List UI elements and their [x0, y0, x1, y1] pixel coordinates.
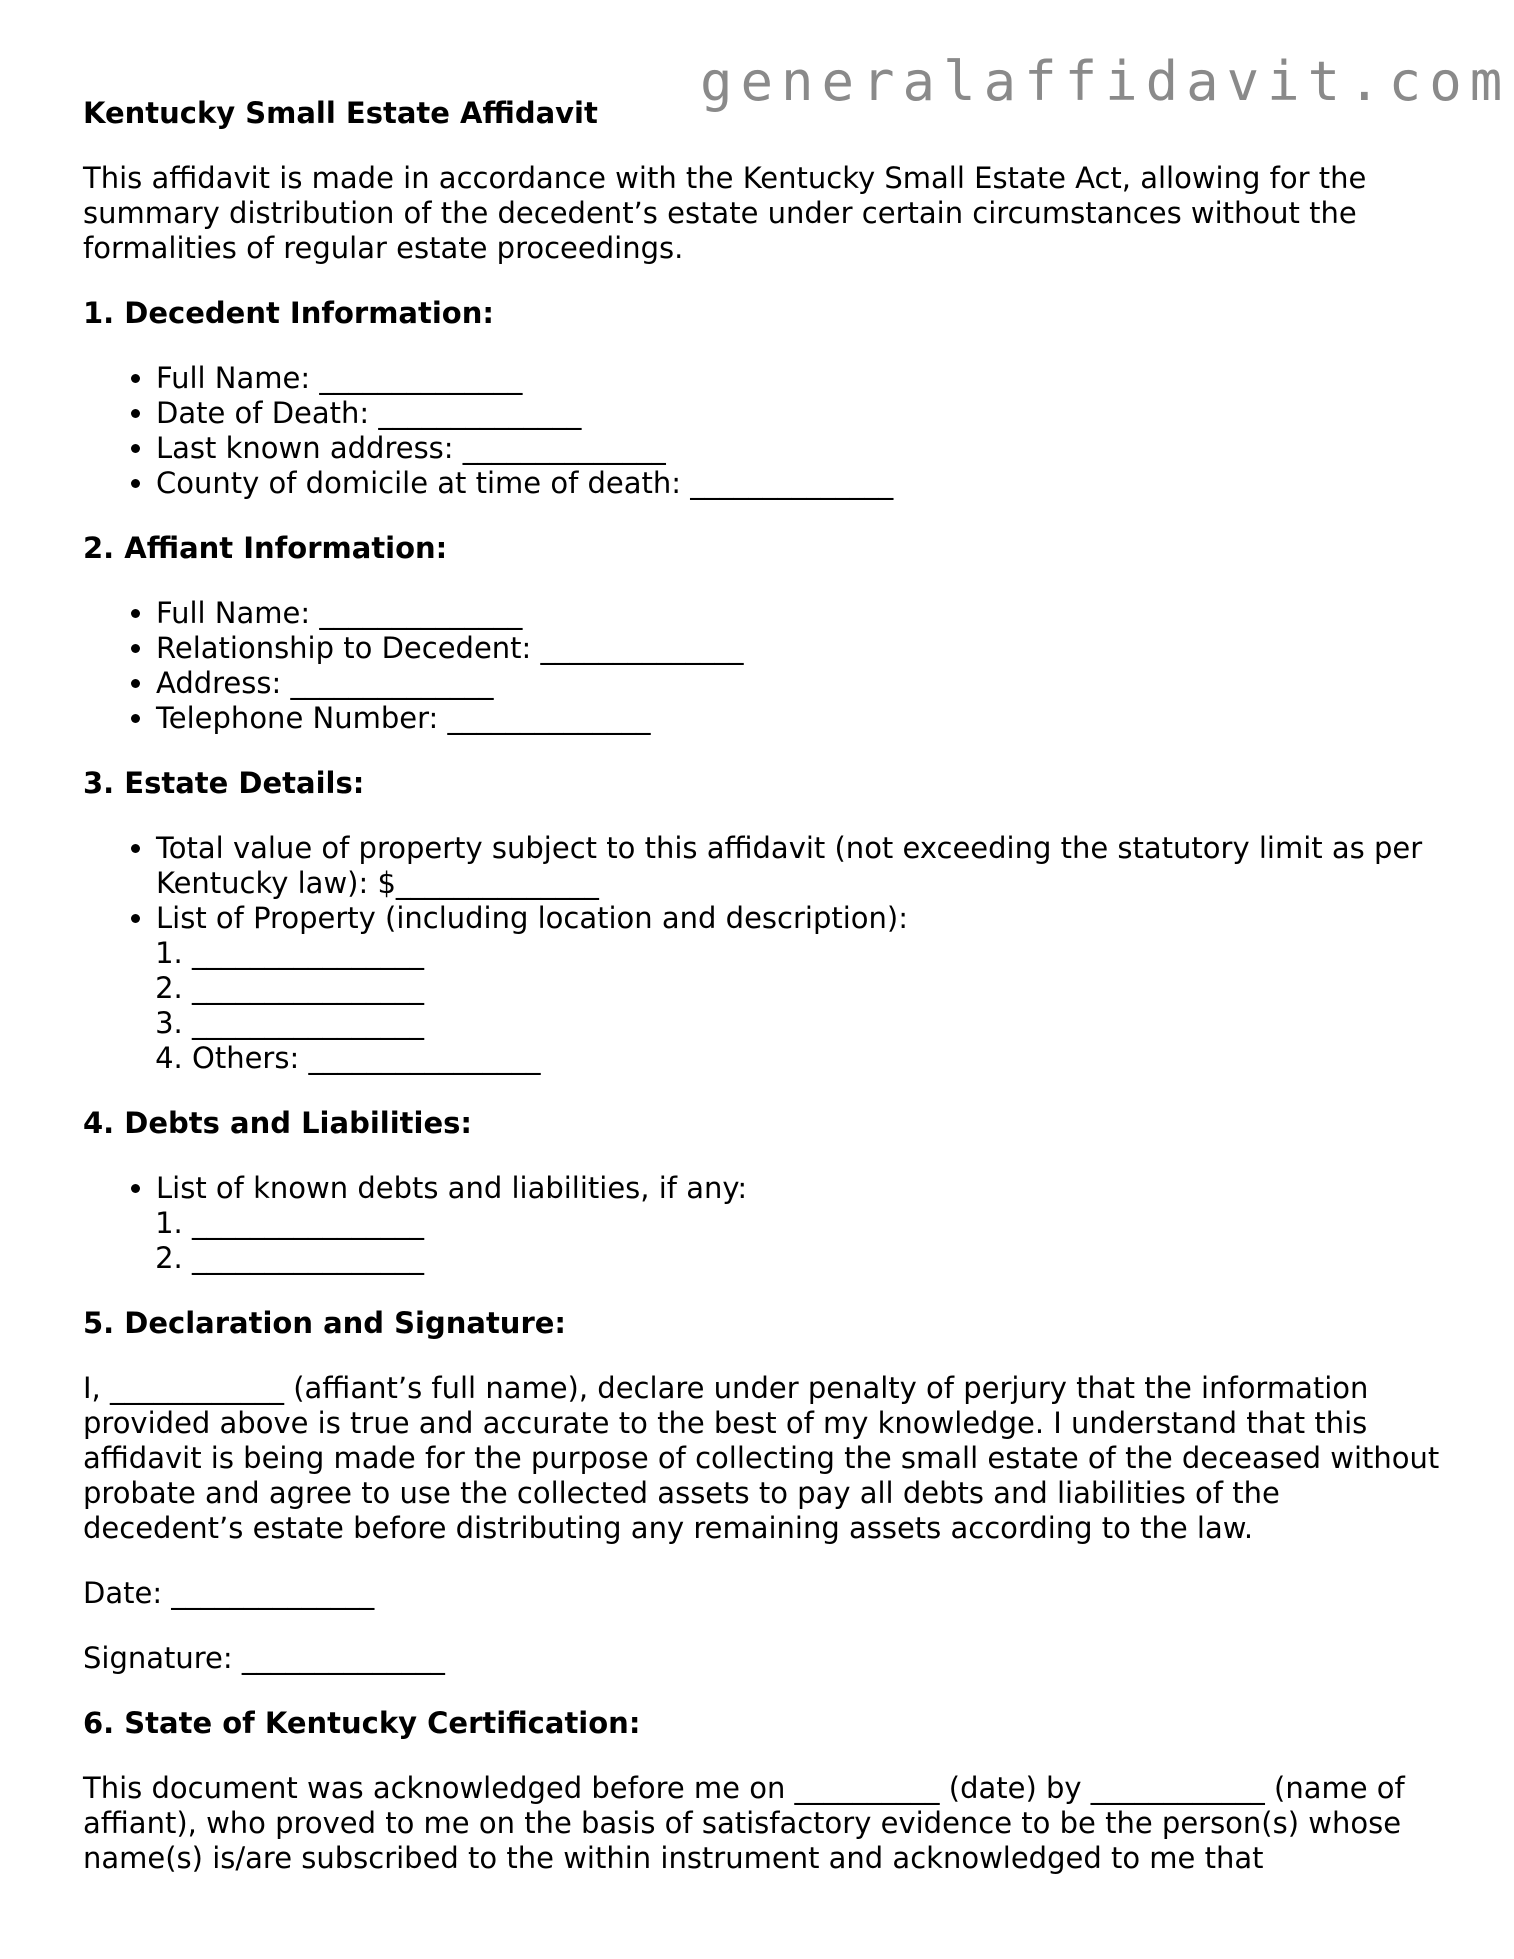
- property-item: 1. ________________: [192, 936, 1443, 971]
- decedent-date-of-death-field: • Date of Death: ______________: [156, 396, 1443, 431]
- document-title: Kentucky Small Estate Affidavit: [83, 96, 598, 130]
- signature-field: Signature: ______________: [83, 1641, 445, 1675]
- section-heading-certification: 6. State of Kentucky Certification:: [83, 1706, 641, 1740]
- estate-total-value-field: • Total value of property subject to this affidavit (not exceeding the statutory limit as per Kentucky law): $______________: [156, 831, 1443, 901]
- decedent-full-name-field: • Full Name: ______________: [156, 361, 1443, 396]
- debt-item: 2. ________________: [192, 1241, 1443, 1276]
- affiant-full-name-field: • Full Name: ______________: [156, 596, 1443, 631]
- affiant-info-list: [83, 596, 1443, 736]
- watermark: generalaffidavit.com: [700, 50, 1511, 113]
- property-item-others: 4. Others: ________________: [192, 1041, 1443, 1076]
- intro-paragraph: This affidavit is made in accordance with the Kentucky Small Estate Act, allowing for the summary distribution of the decedent’s estate under certain circumstances without the formalities of regular estate proceedings.: [83, 161, 1367, 265]
- declaration-paragraph: I, ____________ (affiant’s full name), declare under penalty of perjury that the information provided above is true and accurate to the best of my knowledge. I understand that this affidavit is being made for the purpose of collecting the small estate of the deceased without probate and agree to use the collected assets to pay all debts and liabilities of the decedent’s estate before distributing any remaining assets according to the law.: [83, 1371, 1440, 1545]
- affiant-relationship-field: • Relationship to Decedent: ______________: [156, 631, 1443, 666]
- debts-list-item: [156, 1171, 1443, 1276]
- section-heading-declaration: 5. Declaration and Signature:: [83, 1306, 567, 1340]
- decedent-info-list: [83, 361, 1443, 501]
- affiant-address-field: • Address: ______________: [156, 666, 1443, 701]
- debt-item: 1. ________________: [192, 1206, 1443, 1241]
- property-list: [156, 936, 1443, 1076]
- debts-list: [156, 1206, 1443, 1276]
- section-heading-decedent: 1. Decedent Information:: [83, 296, 494, 330]
- decedent-county-field: • County of domicile at time of death: ______________: [156, 466, 1443, 501]
- decedent-address-field: • Last known address: ______________: [156, 431, 1443, 466]
- section-heading-estate: 3. Estate Details:: [83, 766, 365, 800]
- property-item: 2. ________________: [192, 971, 1443, 1006]
- property-list-label: List of Property (including location and description):: [156, 901, 909, 935]
- debts-list-label: List of known debts and liabilities, if any:: [156, 1171, 748, 1205]
- debts-list-container: [83, 1171, 1443, 1276]
- document-body: [83, 96, 1443, 1906]
- section-heading-debts: 4. Debts and Liabilities:: [83, 1106, 472, 1140]
- property-list-item: [156, 901, 1443, 1076]
- section-heading-affiant: 2. Affiant Information:: [83, 531, 448, 565]
- date-field: Date: ______________: [83, 1576, 375, 1610]
- estate-details-list: [83, 831, 1443, 1076]
- property-item: 3. ________________: [192, 1006, 1443, 1041]
- affiant-telephone-field: • Telephone Number: ______________: [156, 701, 1443, 736]
- certification-paragraph: This document was acknowledged before me on __________ (date) by ____________ (name of affiant), who proved to me on the basis of satisfactory evidence to be the person(s) whose name(s) is/are subscribed to the within instrument and acknowledged to me that: [83, 1771, 1405, 1875]
